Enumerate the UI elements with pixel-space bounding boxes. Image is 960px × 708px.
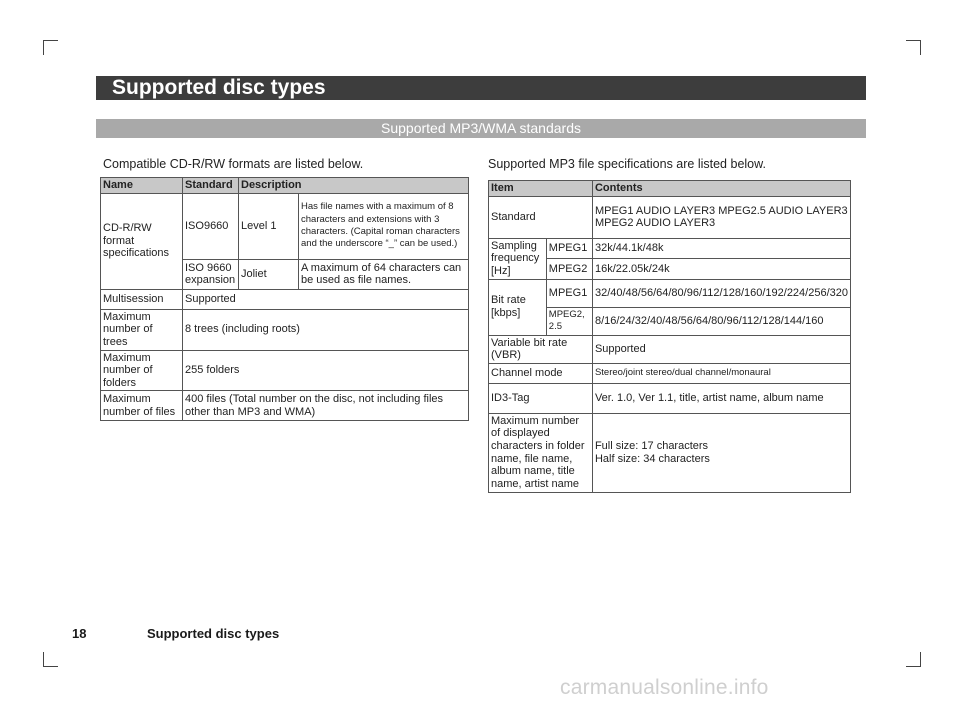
max-folders-value: 255 folders [183, 350, 469, 391]
table-row [101, 193, 469, 259]
bitrate-mpeg1-label: MPEG1 [546, 279, 592, 307]
table-row [489, 363, 851, 383]
table-row [489, 335, 851, 363]
crop-mark-top-right [906, 40, 921, 55]
joliet-description: A maximum of 64 characters can be used as file names. [299, 259, 469, 289]
max-chars-label: Maximum number of displayed characters in folder name, file name, album name, title name, artist name [489, 413, 593, 492]
footer-title: Supported disc types [147, 626, 280, 641]
table-row [489, 383, 851, 413]
sampling-mpeg2-label: MPEG2 [546, 259, 592, 279]
multisession-value: Supported [183, 289, 469, 309]
page-number: 18 [72, 626, 87, 641]
level1-label: Level 1 [239, 193, 299, 259]
table-row [101, 309, 469, 350]
max-trees-label: Maximum number of trees [101, 309, 183, 350]
table-row [489, 196, 851, 238]
iso9660-label: ISO9660 [183, 193, 239, 259]
crop-mark-bottom-left [43, 652, 58, 667]
max-chars-value [592, 413, 850, 492]
section-subtitle: Supported MP3/WMA standards [96, 119, 866, 138]
vbr-value: Supported [592, 335, 850, 363]
table-row [489, 238, 851, 258]
column-header-item: Item [489, 181, 593, 197]
sampling-mpeg1-value: 32k/44.1k/48k [592, 238, 850, 258]
id3-tag-label: ID3-Tag [489, 383, 593, 413]
table-row [489, 279, 851, 307]
bitrate-mpeg2-label: MPEG2, 2.5 [546, 307, 592, 335]
column-header-description: Description [239, 178, 469, 194]
bitrate-mpeg1-value: 32/40/48/56/64/80/96/112/128/160/192/224/256/320 [592, 279, 850, 307]
standard-value: MPEG1 AUDIO LAYER3 MPEG2.5 AUDIO LAYER3 MPEG2 AUDIO LAYER3 [592, 196, 850, 238]
joliet-label: Joliet [239, 259, 299, 289]
max-files-value: 400 files (Total number on the disc, not including files other than MP3 and WMA) [183, 391, 469, 421]
id3-tag-value: Ver. 1.0, Ver 1.1, title, artist name, album name [592, 383, 850, 413]
table-row [489, 413, 851, 492]
sampling-mpeg2-value: 16k/22.05k/24k [592, 259, 850, 279]
section-title: Supported disc types [96, 76, 866, 100]
level1-description: Has file names with a maximum of 8 characters and extensions with 3 characters. (Capital roman characters and the underscore “_” can be used.) [299, 193, 469, 259]
multisession-label: Multisession [101, 289, 183, 309]
cdrw-format-name: CD-R/RW format specifications [101, 193, 183, 289]
crop-mark-top-left [43, 40, 58, 55]
iso9660-expansion-label: ISO 9660 expansion [183, 259, 239, 289]
channel-mode-label: Channel mode [489, 363, 593, 383]
table-header-row [101, 178, 469, 194]
table-row [101, 350, 469, 391]
column-header-contents: Contents [592, 181, 850, 197]
cd-format-table [100, 177, 469, 421]
max-files-label: Maximum number of files [101, 391, 183, 421]
sampling-label: Sampling frequency [Hz] [489, 238, 547, 279]
bitrate-mpeg2-value: 8/16/24/32/40/48/56/64/80/96/112/128/144/160 [592, 307, 850, 335]
mp3-spec-table [488, 180, 851, 493]
column-header-standard: Standard [183, 178, 239, 194]
table-row [101, 289, 469, 309]
max-chars-full: Full size: 17 characters [594, 440, 709, 453]
sampling-mpeg1-label: MPEG1 [546, 238, 592, 258]
right-intro-text: Supported MP3 file specifications are listed below. [488, 157, 766, 171]
table-header-row [489, 181, 851, 197]
table-row [101, 391, 469, 421]
max-chars-half: Half size: 34 characters [594, 452, 710, 465]
left-intro-text: Compatible CD-R/RW formats are listed below. [103, 157, 364, 171]
vbr-label: Variable bit rate (VBR) [489, 335, 593, 363]
channel-mode-value: Stereo/joint stereo/dual channel/monaural [592, 363, 850, 383]
standard-label: Standard [489, 196, 593, 238]
watermark: carmanualsonline.info [560, 676, 769, 699]
max-folders-label: Maximum number of folders [101, 350, 183, 391]
bitrate-label: Bit rate [kbps] [489, 279, 547, 335]
column-header-name: Name [101, 178, 183, 194]
max-trees-value: 8 trees (including roots) [183, 309, 469, 350]
crop-mark-bottom-right [906, 652, 921, 667]
